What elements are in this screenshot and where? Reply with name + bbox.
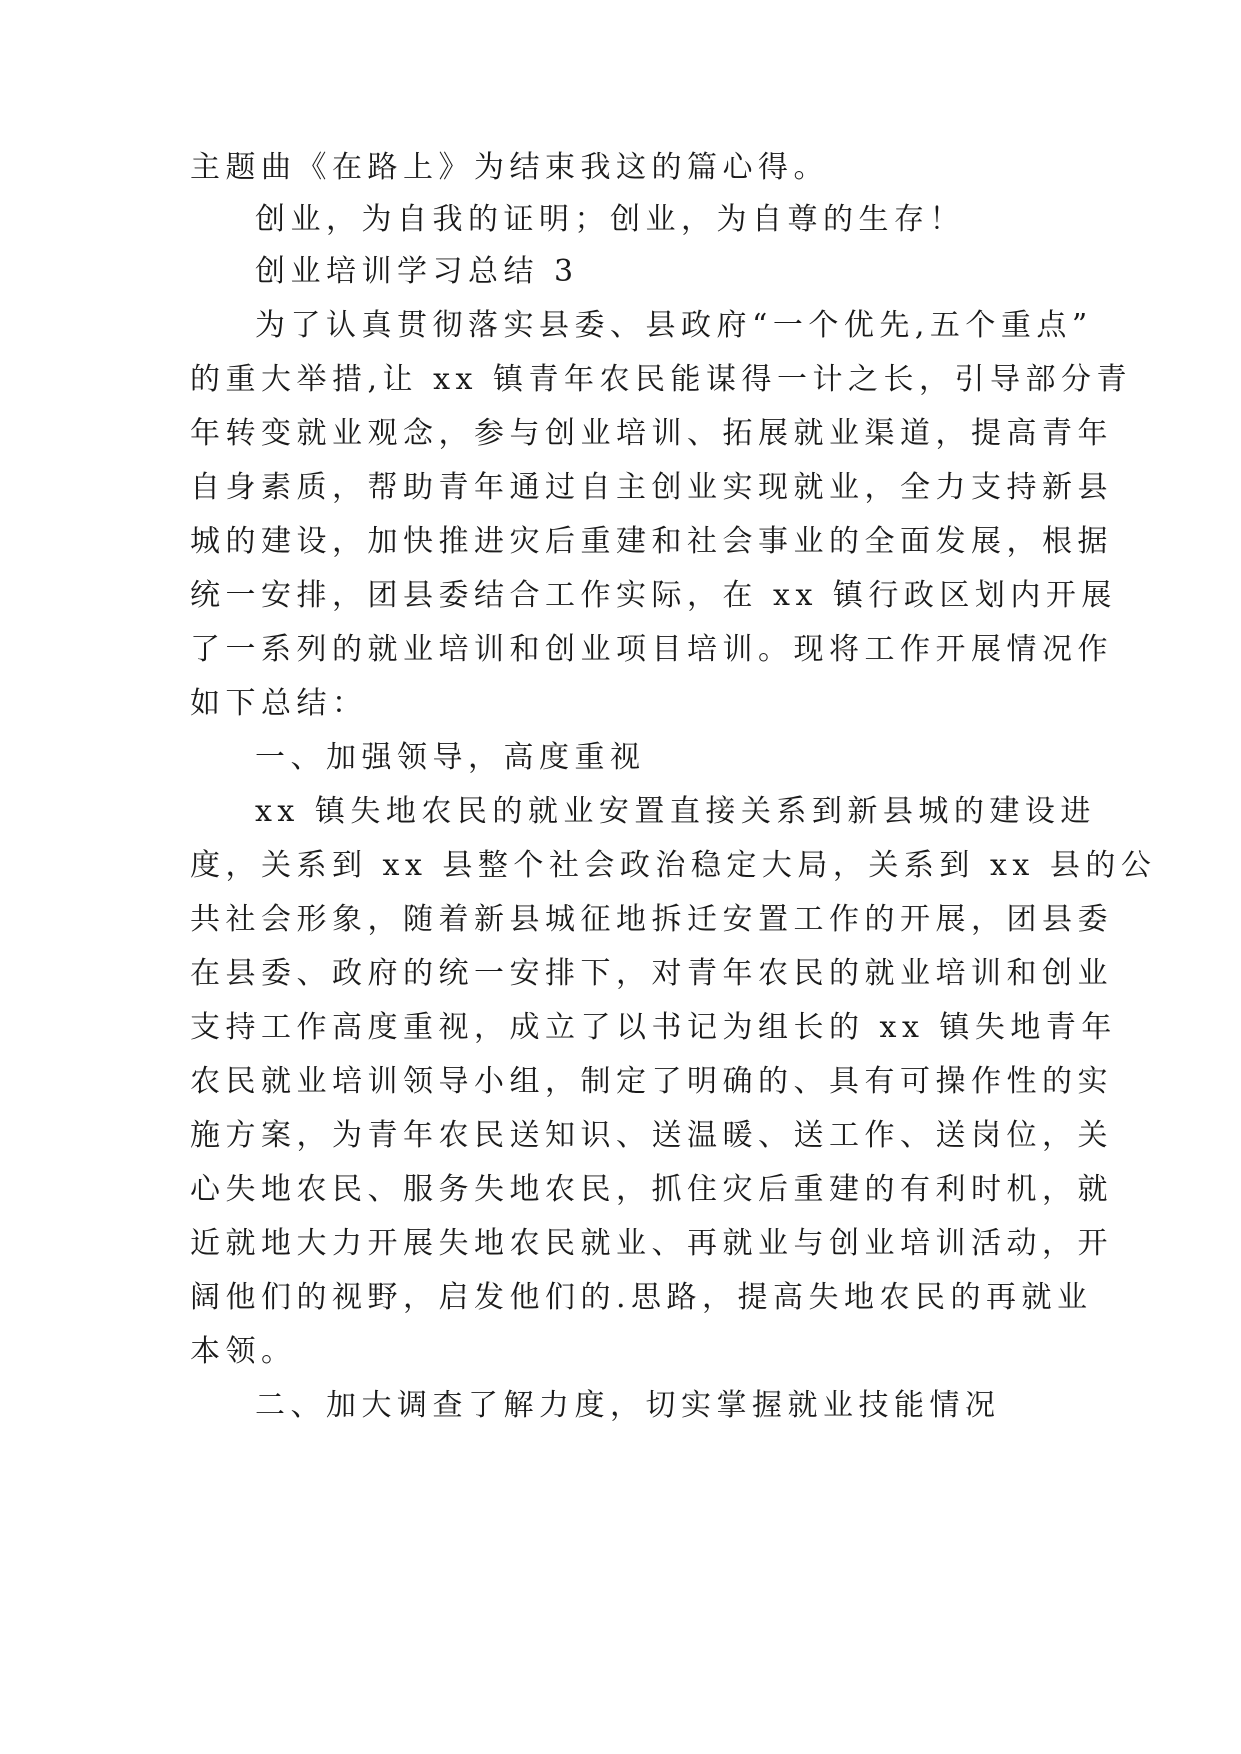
text-line: 创业，为自我的证明；创业，为自尊的生存！	[255, 202, 965, 237]
section-heading: 创业培训学习总结 3	[255, 254, 579, 289]
section-heading: 一、加强领导，高度重视	[255, 740, 646, 775]
text-line: 近就地大力开展失地农民就业、再就业与创业培训活动，开	[190, 1226, 1113, 1261]
text-line: 支持工作高度重视，成立了以书记为组长的 xx 镇失地青年	[190, 1010, 1117, 1045]
text-line: 城的建设，加快推进灾后重建和社会事业的全面发展，根据	[190, 524, 1113, 559]
text-line: 农民就业培训领导小组，制定了明确的、具有可操作性的实	[190, 1064, 1113, 1099]
text-line: xx 镇失地农民的就业安置直接关系到新县城的建设进	[255, 794, 1096, 829]
text-line: 共社会形象，随着新县城征地拆迁安置工作的开展，团县委	[190, 902, 1113, 937]
text-line: 如下总结：	[190, 686, 368, 721]
text-line: 统一安排，团县委结合工作实际，在 xx 镇行政区划内开展	[190, 578, 1117, 613]
text-line: 度，关系到 xx 县整个社会政治稳定大局，关系到 xx 县的公	[190, 848, 1157, 883]
section-heading: 二、加大调查了解力度，切实掌握就业技能情况	[255, 1388, 1001, 1423]
text-line: 了一系列的就业培训和创业项目培训。现将工作开展情况作	[190, 632, 1113, 667]
text-line: 年转变就业观念，参与创业培训、拓展就业渠道，提高青年	[190, 416, 1113, 451]
text-line: 施方案，为青年农民送知识、送温暖、送工作、送岗位，关	[190, 1118, 1113, 1153]
text-line: 在县委、政府的统一安排下，对青年农民的就业培训和创业	[190, 956, 1113, 991]
text-line: 心失地农民、服务失地农民，抓住灾后重建的有利时机，就	[190, 1172, 1113, 1207]
text-line: 自身素质，帮助青年通过自主创业实现就业，全力支持新县	[190, 470, 1113, 505]
text-line: 的重大举措,让 xx 镇青年农民能谋得一计之长，引导部分青	[190, 362, 1132, 397]
text-line: 主题曲《在路上》为结束我这的篇心得。	[190, 150, 829, 185]
text-line: 本领。	[190, 1334, 297, 1369]
text-line: 阔他们的视野，启发他们的.思路，提高失地农民的再就业	[190, 1280, 1093, 1315]
text-line: 为了认真贯彻落实县委、县政府“一个优先,五个重点”	[255, 308, 1093, 343]
